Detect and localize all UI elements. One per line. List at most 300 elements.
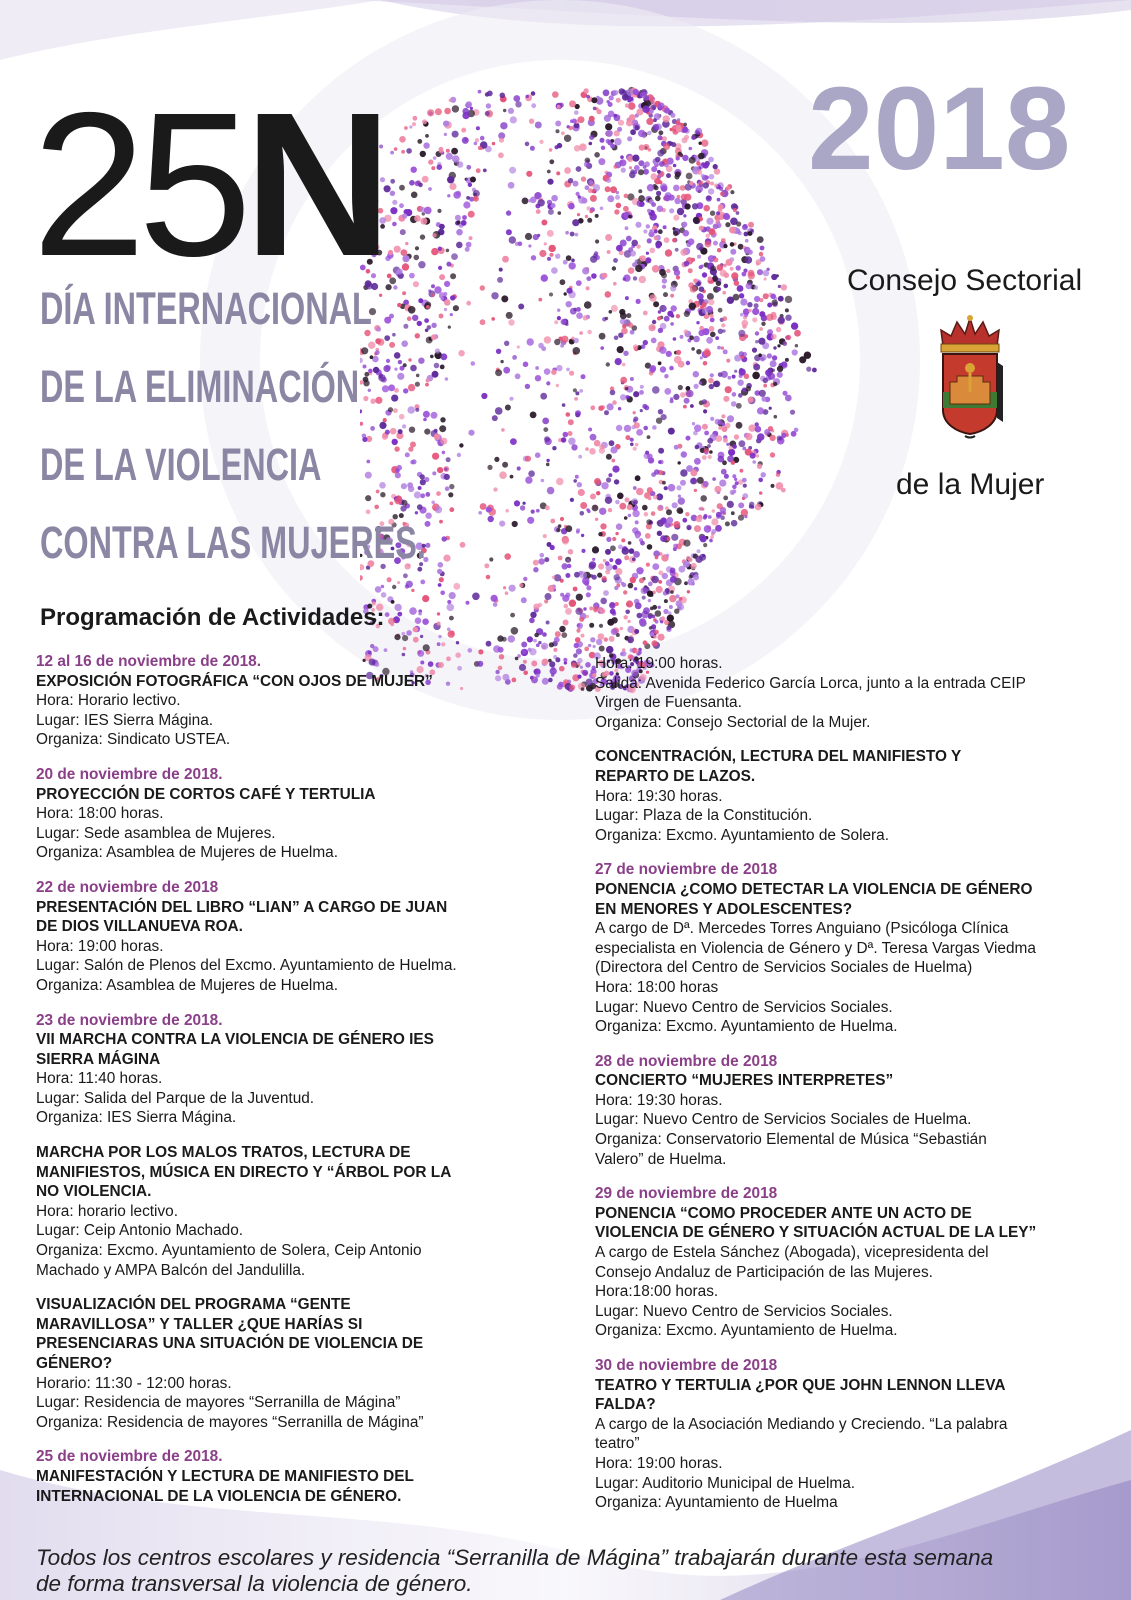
face-dot xyxy=(600,608,606,614)
face-dot xyxy=(720,192,725,197)
face-dot xyxy=(658,229,663,234)
face-dot xyxy=(756,262,759,265)
face-dot xyxy=(420,151,426,157)
face-dot xyxy=(703,182,709,188)
face-dot xyxy=(612,611,617,616)
face-dot xyxy=(704,431,709,436)
face-dot xyxy=(470,177,476,183)
face-dot xyxy=(769,407,772,410)
face-dot xyxy=(643,311,648,316)
face-dot xyxy=(615,558,622,565)
face-dot xyxy=(655,620,659,624)
face-dot xyxy=(483,169,487,173)
face-dot xyxy=(392,222,397,227)
face-dot xyxy=(647,435,651,439)
face-dot xyxy=(390,191,395,196)
face-dot xyxy=(448,630,455,637)
face-dot xyxy=(673,185,680,192)
face-dot xyxy=(636,567,643,574)
face-dot xyxy=(645,533,651,539)
face-dot xyxy=(657,316,661,320)
face-dot xyxy=(609,95,614,100)
face-dot xyxy=(612,537,616,541)
face-dot xyxy=(503,586,506,589)
face-dot xyxy=(626,600,633,607)
face-dot xyxy=(605,123,612,130)
face-dot xyxy=(702,455,707,460)
face-dot xyxy=(547,200,552,205)
face-dot xyxy=(732,485,737,490)
event-title-25n xyxy=(32,70,385,299)
face-dot xyxy=(582,267,589,274)
face-dot xyxy=(638,189,642,193)
face-dot xyxy=(617,127,622,132)
face-dot xyxy=(652,386,660,394)
face-dot xyxy=(657,170,661,174)
face-dot xyxy=(437,164,443,170)
face-dot xyxy=(676,275,680,279)
face-dot xyxy=(693,279,698,284)
face-dot xyxy=(620,377,627,384)
face-dot xyxy=(639,276,647,284)
face-dot xyxy=(777,366,783,372)
face-dot xyxy=(565,593,570,598)
face-dot xyxy=(718,308,723,313)
face-dot xyxy=(714,168,720,174)
event-detail: Virgen de Fuensanta. xyxy=(595,694,742,712)
face-dot xyxy=(724,474,729,479)
footer-note xyxy=(36,1545,1116,1597)
face-dot xyxy=(401,249,408,256)
face-dot xyxy=(579,389,583,393)
face-dot xyxy=(778,285,781,288)
face-dot xyxy=(466,242,472,248)
event-detail: Hora: horario lectivo. xyxy=(36,1202,178,1220)
face-dot xyxy=(786,335,791,340)
face-dot xyxy=(671,534,678,541)
face-dot xyxy=(688,558,692,562)
face-dot xyxy=(529,119,534,124)
face-dot xyxy=(628,514,631,517)
face-dot xyxy=(610,390,616,396)
face-dot xyxy=(650,248,656,254)
face-dot xyxy=(666,626,671,631)
face-dot xyxy=(451,148,458,155)
face-dot xyxy=(629,548,635,554)
face-dot xyxy=(392,585,396,589)
face-dot xyxy=(626,89,633,96)
face-dot xyxy=(633,170,637,174)
face-dot xyxy=(451,253,458,260)
face-dot xyxy=(656,586,663,593)
face-dot xyxy=(736,265,741,270)
face-dot xyxy=(651,576,659,584)
event-detail: A cargo de Estela Sánchez (Abogada), vicepresidenta del xyxy=(595,1244,989,1262)
face-dot xyxy=(576,307,581,312)
face-dot xyxy=(739,351,744,356)
face-dot xyxy=(633,551,640,558)
face-dot xyxy=(447,176,454,183)
face-dot xyxy=(630,438,634,442)
face-dot xyxy=(710,535,714,539)
face-dot xyxy=(635,602,642,609)
face-dot xyxy=(763,293,769,299)
face-dot xyxy=(589,448,596,455)
face-dot xyxy=(675,171,681,177)
event-detail: especialista en Violencia de Género y Dª. Teresa Vargas Viedma xyxy=(595,939,1036,957)
face-dot xyxy=(781,361,787,367)
face-dot xyxy=(538,199,545,206)
face-dot xyxy=(665,249,672,256)
face-dot xyxy=(707,438,713,444)
face-dot xyxy=(759,390,766,397)
face-dot xyxy=(577,482,582,487)
footer-line: de forma transversal la violencia de género. xyxy=(36,1571,473,1596)
face-dot xyxy=(726,259,733,266)
face-dot xyxy=(681,194,687,200)
face-dot xyxy=(709,174,715,180)
face-dot xyxy=(620,318,626,324)
face-dot xyxy=(599,624,603,628)
face-dot xyxy=(696,161,700,165)
face-dot xyxy=(740,313,744,317)
face-dot xyxy=(541,643,548,650)
face-dot xyxy=(480,136,485,141)
event-title: VII MARCHA CONTRA LA VIOLENCIA DE GÉNERO IES xyxy=(36,1031,434,1049)
face-dot xyxy=(657,135,662,140)
face-dot xyxy=(669,605,673,609)
face-dot xyxy=(677,195,681,199)
face-dot xyxy=(640,255,646,261)
face-dot xyxy=(581,534,584,537)
face-dot xyxy=(586,592,591,597)
face-dot xyxy=(614,138,622,146)
face-dot xyxy=(575,233,579,237)
program-column-left xyxy=(36,652,576,1521)
face-dot xyxy=(728,449,735,456)
face-dot xyxy=(682,155,688,161)
face-dot xyxy=(437,612,440,615)
face-dot xyxy=(670,399,674,403)
face-dot xyxy=(748,397,754,403)
face-dot xyxy=(670,128,673,131)
face-dot xyxy=(753,364,760,371)
face-dot xyxy=(638,130,645,137)
face-dot xyxy=(644,512,649,517)
face-dot xyxy=(659,269,666,276)
event-item xyxy=(595,1052,1115,1170)
face-dot xyxy=(740,469,744,473)
face-dot xyxy=(684,261,690,267)
face-dot xyxy=(635,534,640,539)
face-dot xyxy=(646,519,652,525)
face-dot xyxy=(723,213,730,220)
face-dot xyxy=(760,357,765,362)
face-dot xyxy=(703,543,707,547)
face-dot xyxy=(648,148,652,152)
face-dot xyxy=(505,591,509,595)
face-dot xyxy=(633,391,639,397)
event-item xyxy=(36,1143,576,1280)
face-dot xyxy=(725,386,732,393)
face-dot xyxy=(610,144,615,149)
face-dot xyxy=(716,211,720,215)
face-dot xyxy=(629,166,632,169)
face-dot xyxy=(667,311,673,317)
event-item xyxy=(595,654,1115,732)
face-dot xyxy=(655,196,661,202)
face-dot xyxy=(732,375,736,379)
headline-line: CONTRA LAS MUJERES. xyxy=(40,517,426,568)
face-dot xyxy=(552,91,559,98)
face-dot xyxy=(785,308,789,312)
face-dot xyxy=(679,566,686,573)
title-letter: N xyxy=(244,70,385,299)
face-dot xyxy=(725,521,730,526)
title-number: 25 xyxy=(32,70,245,299)
face-dot xyxy=(584,162,590,168)
face-dot xyxy=(615,195,620,200)
event-detail: Valero” de Huelma. xyxy=(595,1150,727,1168)
event-date: 25 de noviembre de 2018. xyxy=(36,1448,223,1466)
face-dot xyxy=(414,215,421,222)
face-dot xyxy=(747,302,752,307)
face-dot xyxy=(658,328,663,333)
event-title: FALDA? xyxy=(595,1396,656,1414)
face-dot xyxy=(676,314,680,318)
face-dot xyxy=(723,349,728,354)
event-detail: Horario: 11:30 - 12:00 horas. xyxy=(36,1374,232,1392)
face-dot xyxy=(606,178,611,183)
face-dot xyxy=(590,434,597,441)
face-dot xyxy=(709,326,715,332)
face-dot xyxy=(586,585,591,590)
face-dot xyxy=(510,116,517,123)
face-dot xyxy=(626,120,633,127)
event-date: 30 de noviembre de 2018 xyxy=(595,1357,778,1374)
face-dot xyxy=(615,532,618,535)
face-dot xyxy=(577,213,580,216)
face-dot xyxy=(535,122,542,129)
face-dot xyxy=(663,115,670,122)
face-dot xyxy=(595,239,599,243)
event-detail: Machado y AMPA Balcón del Jandulilla. xyxy=(36,1261,306,1279)
face-dot xyxy=(666,173,671,178)
event-detail: Organiza: Residencia de mayores “Serranilla de Mágina” xyxy=(36,1413,424,1431)
event-item xyxy=(36,652,576,750)
face-dot xyxy=(616,98,621,103)
face-dot xyxy=(615,500,620,505)
face-dot xyxy=(676,485,681,490)
face-dot xyxy=(669,595,676,602)
face-dot xyxy=(466,165,471,170)
face-dot xyxy=(736,221,741,226)
face-dot xyxy=(640,92,647,99)
face-dot xyxy=(648,582,653,587)
face-dot xyxy=(785,315,791,321)
face-dot xyxy=(664,108,670,114)
face-dot xyxy=(536,209,541,214)
face-dot xyxy=(659,161,665,167)
face-dot xyxy=(678,152,682,156)
face-dot xyxy=(721,238,726,243)
face-dot xyxy=(394,246,401,253)
face-dot xyxy=(725,222,730,227)
face-dot xyxy=(713,257,718,262)
face-dot xyxy=(575,391,579,395)
face-dot xyxy=(547,230,554,237)
event-title: REPARTO DE LAZOS. xyxy=(595,767,756,785)
event-date: 23 de noviembre de 2018. xyxy=(36,1011,223,1029)
face-dot xyxy=(447,600,451,604)
event-detail: Organiza: Asamblea de Mujeres de Huelma. xyxy=(36,844,338,862)
face-dot xyxy=(414,255,420,261)
face-dot xyxy=(658,310,661,313)
face-dot xyxy=(606,646,614,654)
face-dot xyxy=(576,594,583,601)
face-dot xyxy=(651,202,656,207)
face-dot xyxy=(755,504,762,511)
face-dot xyxy=(778,317,785,324)
face-dot xyxy=(790,410,795,415)
event-title: PROYECCIÓN DE CORTOS CAFÉ Y TERTULIA xyxy=(36,785,376,803)
face-dot xyxy=(664,237,670,243)
face-dot xyxy=(654,630,659,635)
face-dot xyxy=(569,262,576,269)
event-detail: Organiza: Excmo. Ayuntamiento de Huelma. xyxy=(595,1322,898,1340)
face-dot xyxy=(526,171,532,177)
face-dot xyxy=(683,540,690,547)
event-detail: A cargo de la Asociación Mediando y Creciendo. “La palabra xyxy=(595,1415,1008,1433)
face-dot xyxy=(715,336,719,340)
face-dot xyxy=(620,627,624,631)
face-dot xyxy=(764,429,770,435)
face-dot xyxy=(476,168,481,173)
face-dot xyxy=(508,182,515,189)
event-detail: Hora: Horario lectivo. xyxy=(36,692,181,710)
face-dot xyxy=(446,153,453,160)
face-dot xyxy=(705,241,712,248)
face-dot xyxy=(659,347,666,354)
face-dot xyxy=(669,208,674,213)
face-dot xyxy=(658,570,663,575)
face-dot xyxy=(710,211,715,216)
face-dot xyxy=(589,180,594,185)
face-dot xyxy=(799,356,806,363)
face-dot xyxy=(689,157,696,164)
face-dot xyxy=(390,207,397,214)
face-dot xyxy=(634,629,639,634)
face-dot xyxy=(588,428,592,432)
face-dot xyxy=(759,327,763,331)
face-dot xyxy=(769,435,775,441)
face-dot xyxy=(462,108,469,115)
face-dot xyxy=(739,440,746,447)
face-dot xyxy=(781,488,786,493)
face-dot xyxy=(411,192,418,199)
face-dot xyxy=(506,229,512,235)
face-dot xyxy=(606,139,611,144)
face-dot xyxy=(678,495,681,498)
face-dot xyxy=(757,236,764,243)
face-dot xyxy=(463,201,470,208)
face-dot xyxy=(648,615,652,619)
face-dot xyxy=(664,388,671,395)
face-dot xyxy=(599,646,605,652)
face-dot xyxy=(683,230,690,237)
event-date: 29 de noviembre de 2018 xyxy=(595,1185,778,1203)
face-dot xyxy=(658,580,662,584)
face-dot xyxy=(731,461,735,465)
face-dot xyxy=(600,598,607,605)
face-dot xyxy=(614,574,620,580)
face-dot xyxy=(547,257,551,261)
face-dot xyxy=(693,336,700,343)
face-dot xyxy=(697,549,701,553)
face-dot xyxy=(704,525,712,533)
face-dot xyxy=(558,211,562,215)
program-column-right xyxy=(595,654,1115,1528)
face-dot xyxy=(672,238,676,242)
face-dot xyxy=(731,520,738,527)
event-title: EN MENORES Y ADOLESCENTES? xyxy=(595,900,853,918)
face-dot xyxy=(623,590,627,594)
face-dot xyxy=(734,434,739,439)
face-dot xyxy=(606,537,611,542)
face-dot xyxy=(658,448,664,454)
face-dot xyxy=(623,277,626,280)
face-dot xyxy=(673,215,679,221)
face-dot xyxy=(478,146,482,150)
face-dot xyxy=(526,95,529,98)
face-dot xyxy=(791,322,798,329)
face-dot xyxy=(599,508,606,515)
face-dot xyxy=(577,623,583,629)
face-dot xyxy=(738,502,744,508)
face-dot xyxy=(592,189,596,193)
face-dot xyxy=(727,415,734,422)
face-dot xyxy=(584,301,592,309)
face-dot xyxy=(618,545,623,550)
face-dot xyxy=(652,124,659,131)
face-dot xyxy=(630,377,634,381)
face-dot xyxy=(794,330,801,337)
face-dot xyxy=(676,127,682,133)
face-dot xyxy=(630,577,636,583)
face-dot xyxy=(662,136,667,141)
face-dot xyxy=(656,191,661,196)
face-dot xyxy=(519,583,524,588)
face-dot xyxy=(633,500,638,505)
event-detail: Hora: 19:00 horas. xyxy=(595,655,723,672)
face-dot xyxy=(375,586,382,593)
face-dot xyxy=(712,477,716,481)
face-dot xyxy=(662,285,666,289)
face-dot xyxy=(689,575,693,579)
face-dot xyxy=(630,250,636,256)
face-dot xyxy=(696,243,703,250)
face-dot xyxy=(602,273,608,279)
face-dot xyxy=(595,518,598,521)
face-dot xyxy=(646,118,653,125)
face-dot xyxy=(679,597,683,601)
face-dot xyxy=(625,296,629,300)
face-dot xyxy=(466,601,470,605)
face-dot xyxy=(605,570,610,575)
face-dot xyxy=(693,217,700,224)
face-dot xyxy=(673,164,677,168)
face-dot xyxy=(680,469,687,476)
